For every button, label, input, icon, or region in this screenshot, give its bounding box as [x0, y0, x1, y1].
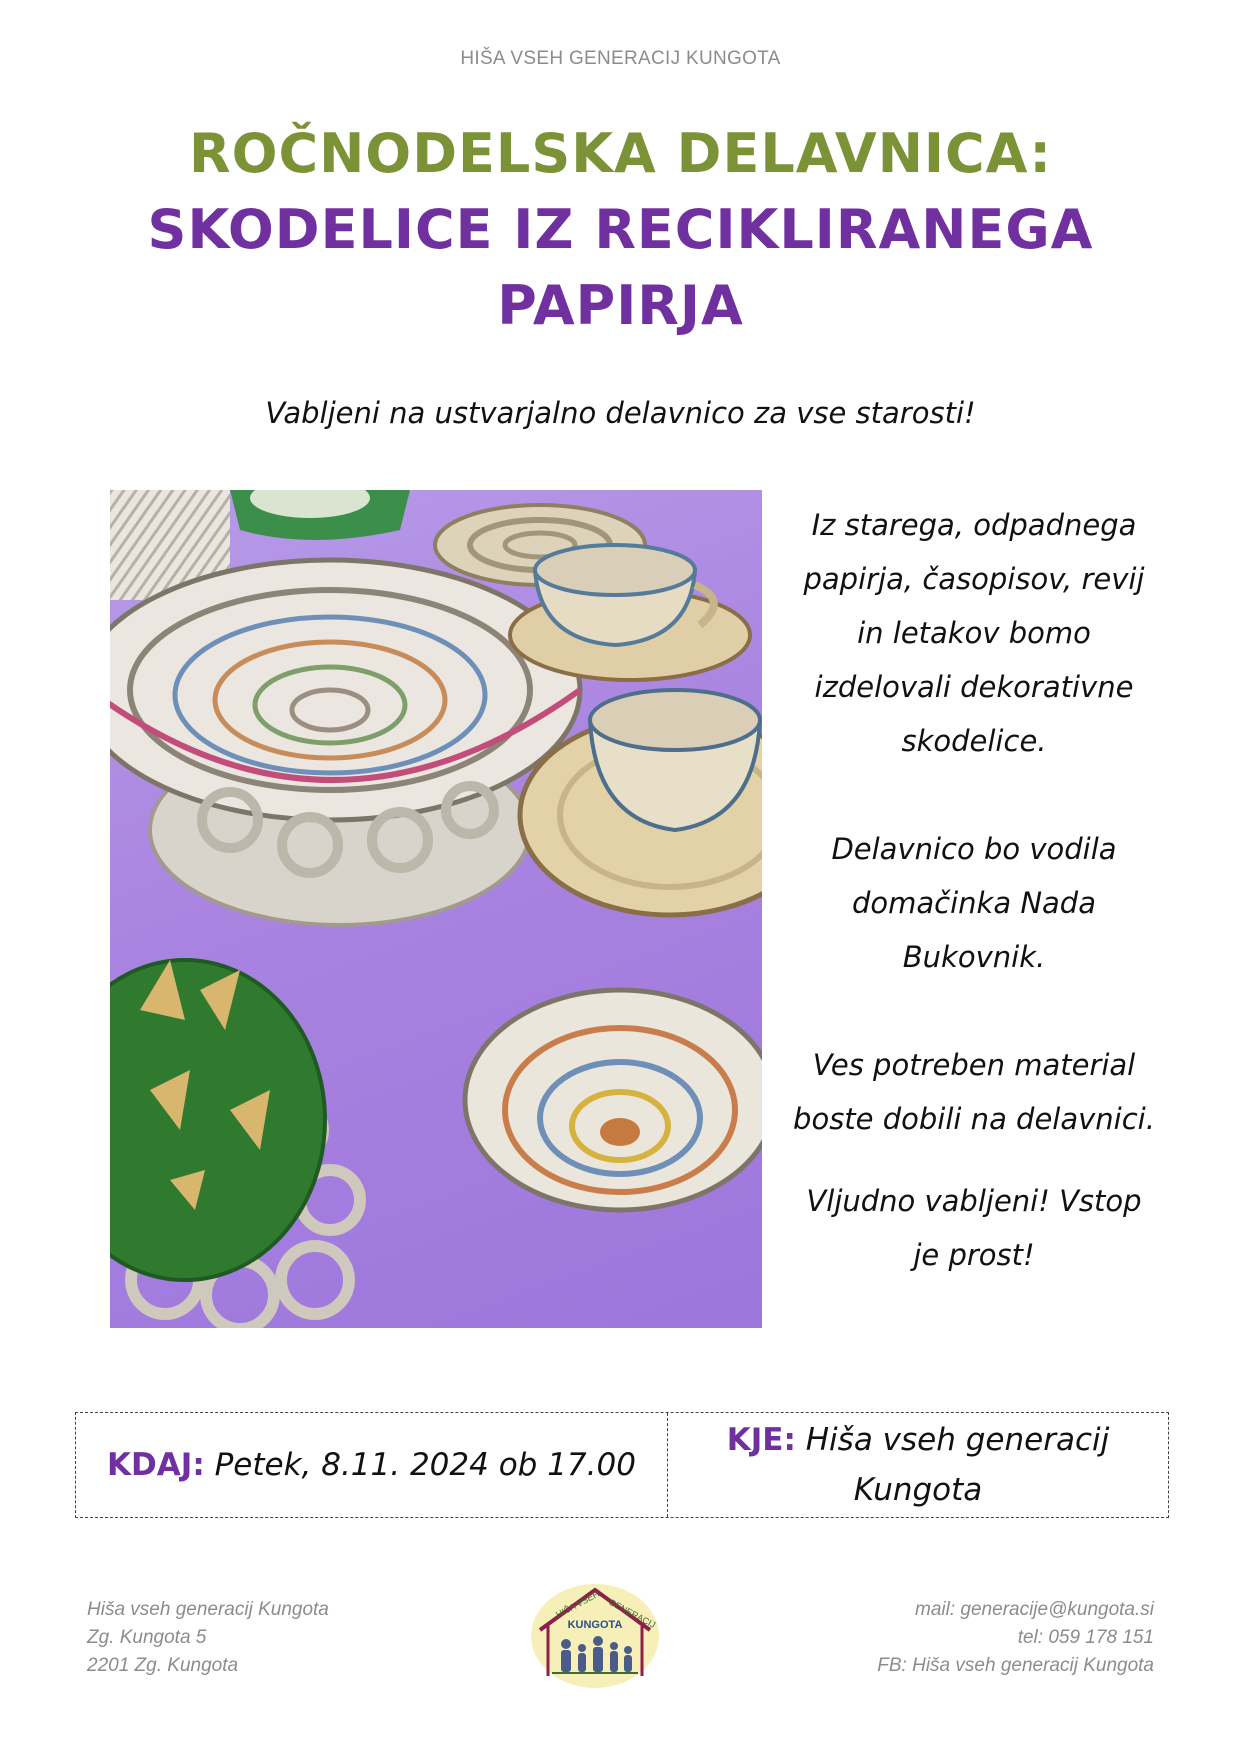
footer-address — [87, 1596, 329, 1680]
description-line: je prost! — [913, 1238, 1035, 1272]
description-paragraph-4 — [778, 1174, 1170, 1282]
description-paragraph-1 — [778, 498, 1170, 768]
footer-address-line: Hiša vseh generacij Kungota — [87, 1599, 329, 1620]
event-info-box — [75, 1412, 1169, 1518]
house-logo — [526, 1578, 664, 1690]
description-line: boste dobili na delavnici. — [793, 1102, 1155, 1136]
description — [778, 498, 1170, 1336]
where-cell — [668, 1413, 1168, 1517]
title-line-3: PAPIRJA — [497, 274, 744, 337]
footer-facebook: FB: Hiša vseh generacij Kungota — [877, 1655, 1154, 1676]
description-line: papirja, časopisov, revij — [803, 562, 1145, 596]
footer-contact — [877, 1596, 1154, 1680]
description-paragraph-3 — [778, 1038, 1170, 1146]
workshop-photo — [110, 490, 762, 1328]
where-value-line-2: Kungota — [853, 1472, 983, 1508]
footer-address-line: Zg. Kungota 5 — [87, 1627, 207, 1648]
logo-text-left: HIŠA VSEH — [554, 1588, 601, 1620]
title-line-1: ROČNODELSKA DELAVNICA: — [188, 122, 1052, 185]
description-line: Iz starega, odpadnega — [811, 508, 1137, 542]
description-paragraph-2 — [778, 822, 1170, 984]
when-label: KDAJ — [107, 1447, 193, 1483]
description-line: Bukovnik. — [902, 940, 1046, 974]
footer-phone: tel: 059 178 151 — [1017, 1627, 1154, 1648]
where-label: KJE — [726, 1422, 784, 1458]
description-line: domačinka Nada — [852, 886, 1096, 920]
footer-address-line: 2201 Zg. Kungota — [87, 1655, 239, 1676]
when-cell — [76, 1413, 668, 1517]
description-line: Ves potreben material — [812, 1048, 1136, 1082]
description-line: in letakov bomo — [857, 616, 1091, 650]
description-line: skodelice. — [901, 724, 1047, 758]
logo-text-right: GENERACIJ — [607, 1596, 658, 1630]
title-line-2: SKODELICE IZ RECIKLIRANEGA — [147, 198, 1094, 261]
logo-text-center: KUNGOTA — [567, 1619, 623, 1631]
where-text-line-1: KJE: Hiša vseh generacij — [726, 1422, 1110, 1458]
footer-email: mail: generacije@kungota.si — [915, 1599, 1154, 1620]
paper-bowls-illustration — [110, 490, 762, 1328]
logo-icon — [526, 1578, 664, 1690]
when-value: Petek, 8.11. 2024 ob 17.00 — [214, 1447, 636, 1483]
subtitle: Vabljeni na ustvarjalno delavnico za vse starosti! — [265, 396, 976, 430]
description-line: Delavnico bo vodila — [831, 832, 1117, 866]
page-header: HIŠA VSEH GENERACIJ KUNGOTA — [460, 48, 781, 69]
when-text: KDAJ: Petek, 8.11. 2024 ob 17.00 — [107, 1447, 636, 1483]
where-value-line-1: Hiša vseh generacij — [805, 1422, 1110, 1458]
description-line: izdelovali dekorativne — [814, 670, 1134, 704]
description-line: Vljudno vabljeni! Vstop — [806, 1184, 1142, 1218]
